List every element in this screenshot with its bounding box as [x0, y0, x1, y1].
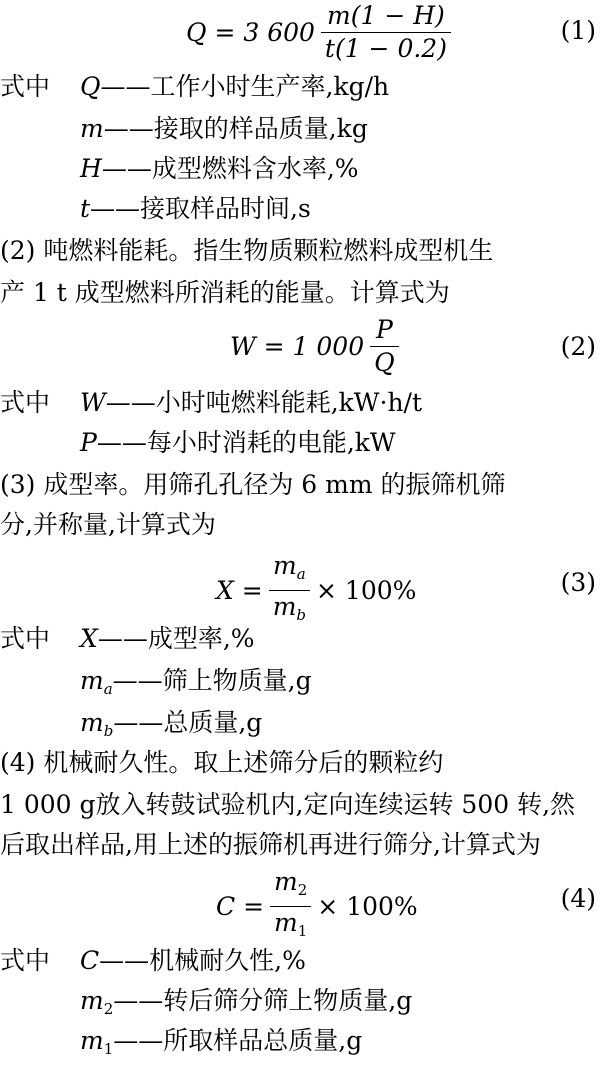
para3-line2: 分,并称量,计算式为 [0, 510, 216, 539]
eq4-rhs: × 100% [317, 892, 418, 921]
eq4-number: (4) [560, 884, 596, 913]
def-text: ——成型燃料含水率,% [101, 154, 359, 183]
eq1-lhs: Q = 3 600 [186, 18, 315, 47]
eq2-number: (2) [560, 332, 596, 361]
def-symbol: m [80, 1026, 104, 1055]
def-text: ——工作小时生产率,kg/h [100, 72, 390, 101]
where-label: 式中 [0, 946, 51, 975]
eq3-number: (3) [560, 568, 596, 597]
def-sub: b [103, 722, 114, 740]
def-symbol: H [80, 154, 102, 183]
eq3-lhs: X = [216, 576, 263, 605]
where-label: 式中 [0, 72, 51, 101]
def-symbol: m [80, 666, 104, 695]
eq4-num-base: m [274, 867, 298, 896]
para4-line3: 后取出样品,用上述的振筛机再进行筛分,计算式为 [0, 830, 541, 859]
def-symbol: Q [80, 72, 101, 101]
def-symbol: m [80, 114, 104, 143]
def-text: ——筛上物质量,g [112, 666, 312, 695]
def-text: ——接取样品时间,s [90, 194, 311, 223]
eq4-den-sub: 1 [297, 922, 308, 940]
para4-line2: 1 000 g放入转鼓试验机内,定向连续运转 500 转,然 [0, 790, 576, 819]
para2-line2: 产 1 t 成型燃料所消耗的能量。计算式为 [0, 278, 450, 307]
where-label: 式中 [0, 388, 51, 417]
eq2-fraction [370, 316, 399, 377]
def-text: ——每小时消耗的电能,kW [96, 428, 396, 457]
def-text: ——所取样品总质量,g [113, 1026, 363, 1055]
def-sub: 2 [103, 1000, 114, 1018]
eq1-numerator: m(1 − H) [327, 1, 445, 30]
def-text: ——总质量,g [113, 708, 263, 737]
eq4-lhs: C = [216, 892, 265, 921]
equation-1 [0, 2, 600, 62]
def-text: ——小时吨燃料能耗,kW·h/t [105, 388, 423, 417]
equation-4 [0, 867, 600, 940]
para2-line1: (2) 吨燃料能耗。指生物质颗粒燃料成型机生 [0, 236, 494, 265]
eq2-denominator: Q [370, 346, 399, 377]
eq4-num-sub: 2 [297, 881, 308, 899]
eq1-number: (1) [560, 16, 596, 45]
equation-2 [0, 316, 600, 376]
eq1-fraction [321, 2, 451, 63]
eq2-lhs: W = 1 000 [230, 332, 365, 361]
def-text: ——机械耐久性,% [99, 946, 306, 975]
para4-line1: (4) 机械耐久性。取上述筛分后的颗粒约 [0, 748, 444, 777]
eq2-numerator: P [375, 315, 393, 344]
eq3-num-base: m [273, 551, 297, 580]
def-symbol: m [80, 986, 104, 1015]
eq3-den-sub: b [296, 606, 307, 624]
def-symbol: t [80, 194, 91, 223]
def-symbol: m [80, 708, 104, 737]
eq3-fraction [269, 552, 310, 629]
where-label: 式中 [0, 624, 51, 653]
def-sub: 1 [103, 1040, 114, 1058]
eq3-den-base: m [272, 592, 297, 621]
eq4-den-base: m [274, 908, 298, 937]
eq1-denominator: t(1 − 0.2) [321, 32, 451, 63]
def-text: ——成型率,% [97, 624, 255, 653]
def-symbol: W [80, 388, 106, 417]
def-sub: a [103, 680, 113, 698]
def-symbol: P [80, 428, 97, 457]
eq4-fraction [270, 868, 311, 945]
def-text: ——接取的样品质量,kg [103, 114, 368, 143]
eq3-rhs: × 100% [316, 576, 417, 605]
def-symbol: X [80, 624, 98, 653]
def-symbol: C [80, 946, 100, 975]
def-text: ——转后筛分筛上物质量,g [113, 986, 413, 1015]
equation-3 [0, 551, 600, 624]
eq3-num-sub: a [296, 565, 306, 583]
para3-line1: (3) 成型率。用筛孔孔径为 6 mm 的振筛机筛 [0, 470, 506, 499]
